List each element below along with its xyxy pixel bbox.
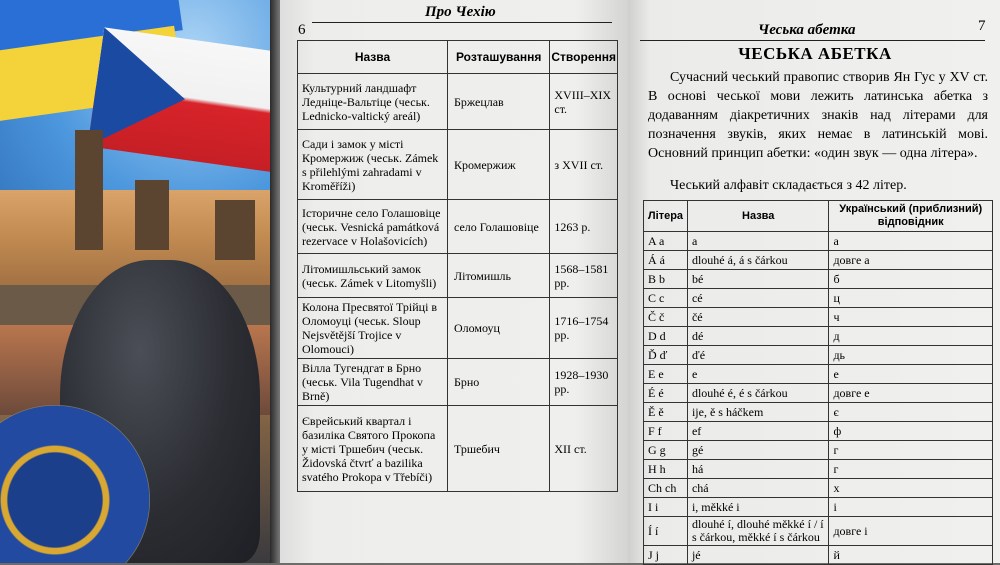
table-row [644, 251, 993, 270]
site-location: Брно [447, 359, 549, 406]
table-row [298, 200, 618, 254]
column-header-letter: Літера [644, 201, 688, 232]
letter-name: jé [687, 546, 828, 565]
letter-name: čé [687, 308, 828, 327]
site-name: Єврейський квартал і базиліка Святого Прокопа у місті Тршебич (чеськ. Židovská čtvrť a bazilika svatého Prokopa v Třebíči) [298, 406, 448, 492]
table-header-row [298, 41, 618, 74]
site-name: Літомишльський замок (чеськ. Zámek v Litomyšli) [298, 254, 448, 298]
ukrainian-equivalent: довге а [829, 251, 993, 270]
table-row [298, 130, 618, 200]
right-header-rule [640, 40, 985, 41]
site-location: Оломоуц [447, 298, 549, 359]
ukrainian-equivalent: довге і [829, 517, 993, 546]
book-spine-edge [270, 0, 280, 563]
right-page-number: 7 [978, 18, 986, 34]
table-row [298, 74, 618, 130]
ukrainian-equivalent: г [829, 441, 993, 460]
site-created: XII ст. [550, 406, 618, 492]
column-header-letter-name: Назва [687, 201, 828, 232]
intro-paragraph: Сучасний чеський правопис створив Ян Гус у XV ст. В основі чеської мови лежить латинська абетка з додаванням діакретичних знаків над літерами для позначення звуків, яких немає в латинській мові. Основний принцип абетки: «один звук — одна літера». [648, 70, 988, 161]
letter-name: dlouhé á, á s čárkou [687, 251, 828, 270]
table-row [644, 422, 993, 441]
letter-name: bé [687, 270, 828, 289]
letter-name: dlouhé é, é s čárkou [687, 384, 828, 403]
site-location: Кромержиж [447, 130, 549, 200]
letter-name: ef [687, 422, 828, 441]
column-header-name: Назва [298, 41, 448, 74]
letter: Í í [644, 517, 688, 546]
column-header-ukrainian-equivalent: Український (приблизний) відповідник [829, 201, 993, 232]
table-row [644, 517, 993, 546]
site-created: 1263 р. [550, 200, 618, 254]
site-created: 1716–1754 рр. [550, 298, 618, 359]
letter: Á á [644, 251, 688, 270]
table-row [644, 384, 993, 403]
letter: É é [644, 384, 688, 403]
ukrainian-equivalent: довге е [829, 384, 993, 403]
table-row [644, 479, 993, 498]
letter-name: dlouhé í, dlouhé měkké í / í s čárkou, měkké í s čárkou [687, 517, 828, 546]
ukrainian-equivalent: г [829, 460, 993, 479]
site-location: Тршебич [447, 406, 549, 492]
letter-name: cé [687, 289, 828, 308]
table-row [298, 406, 618, 492]
letter: F f [644, 422, 688, 441]
site-name: Культурний ландшафт Ледніце-Вальтіце (чеськ. Lednicko-valtický areál) [298, 74, 448, 130]
letter-name: e [687, 365, 828, 384]
letter: Ě ě [644, 403, 688, 422]
table-row [644, 498, 993, 517]
ukrainian-equivalent: дь [829, 346, 993, 365]
czech-alphabet-table [643, 200, 993, 565]
letter-name: dé [687, 327, 828, 346]
letter: H h [644, 460, 688, 479]
letter-name: gé [687, 441, 828, 460]
letter: Č č [644, 308, 688, 327]
site-name: Колона Пресвятої Трійці в Оломоуці (чеськ. Sloup Nejsvětější Trojice v Olomouci) [298, 298, 448, 359]
letter-name: i, měkké i [687, 498, 828, 517]
ukrainian-equivalent: б [829, 270, 993, 289]
letter: I i [644, 498, 688, 517]
table-header-row [644, 201, 993, 232]
letter: G g [644, 441, 688, 460]
book-cover-image [0, 0, 275, 563]
alphabet-count-paragraph: Чеський алфавіт складається з 42 літер. [670, 178, 907, 193]
ukrainian-equivalent: д [829, 327, 993, 346]
letter-name: chá [687, 479, 828, 498]
table-row [644, 327, 993, 346]
site-name: Історичне село Голашовіце (чеськ. Vesnická památková rezervace v Holašovicích) [298, 200, 448, 254]
left-header-rule [312, 22, 612, 23]
site-name: Вілла Тугендгат в Брно (чеськ. Vila Tugendhat v Brně) [298, 359, 448, 406]
ukrainian-equivalent: ц [829, 289, 993, 308]
letter-name: ďé [687, 346, 828, 365]
site-created: 1568–1581 рр. [550, 254, 618, 298]
letter-name: há [687, 460, 828, 479]
table-row [644, 403, 993, 422]
ukrainian-equivalent: ч [829, 308, 993, 327]
letter: J j [644, 546, 688, 565]
left-page-number: 6 [298, 22, 306, 38]
column-header-location: Розташування [447, 41, 549, 74]
site-created: XVIII–XIX ст. [550, 74, 618, 130]
ukrainian-equivalent: а [829, 232, 993, 251]
table-row [644, 270, 993, 289]
table-row [644, 308, 993, 327]
table-row [298, 298, 618, 359]
ukrainian-equivalent: х [829, 479, 993, 498]
site-location: Літомишль [447, 254, 549, 298]
letter: E e [644, 365, 688, 384]
site-name: Сади і замок у місті Кромержиж (чеськ. Zámek s přilehlými zahradami v Kroměříži) [298, 130, 448, 200]
table-row [298, 254, 618, 298]
table-row [644, 232, 993, 251]
ukrainian-equivalent: ф [829, 422, 993, 441]
site-location: село Голашовіце [447, 200, 549, 254]
site-location: Бржецлав [447, 74, 549, 130]
site-created: з XVII ст. [550, 130, 618, 200]
table-row [644, 365, 993, 384]
table-row [298, 359, 618, 406]
letter: Ch ch [644, 479, 688, 498]
ukrainian-equivalent: і [829, 498, 993, 517]
ukrainian-equivalent: е [829, 365, 993, 384]
table-row [644, 460, 993, 479]
table-row [644, 441, 993, 460]
letter: D d [644, 327, 688, 346]
letter: C c [644, 289, 688, 308]
unesco-sites-table [297, 40, 618, 492]
ukrainian-equivalent: є [829, 403, 993, 422]
left-running-title: Про Чехію [425, 4, 496, 20]
letter-name: ije, ě s háčkem [687, 403, 828, 422]
table-row [644, 346, 993, 365]
ukrainian-equivalent: й [829, 546, 993, 565]
column-header-created: Створення [550, 41, 618, 74]
letter: B b [644, 270, 688, 289]
table-row [644, 546, 993, 565]
section-heading: ЧЕСЬКА АБЕТКА [738, 44, 892, 63]
table-row [644, 289, 993, 308]
site-created: 1928–1930 рр. [550, 359, 618, 406]
letter: Ď ď [644, 346, 688, 365]
right-running-title: Чеська абетка [758, 22, 856, 38]
letter: A a [644, 232, 688, 251]
letter-name: a [687, 232, 828, 251]
